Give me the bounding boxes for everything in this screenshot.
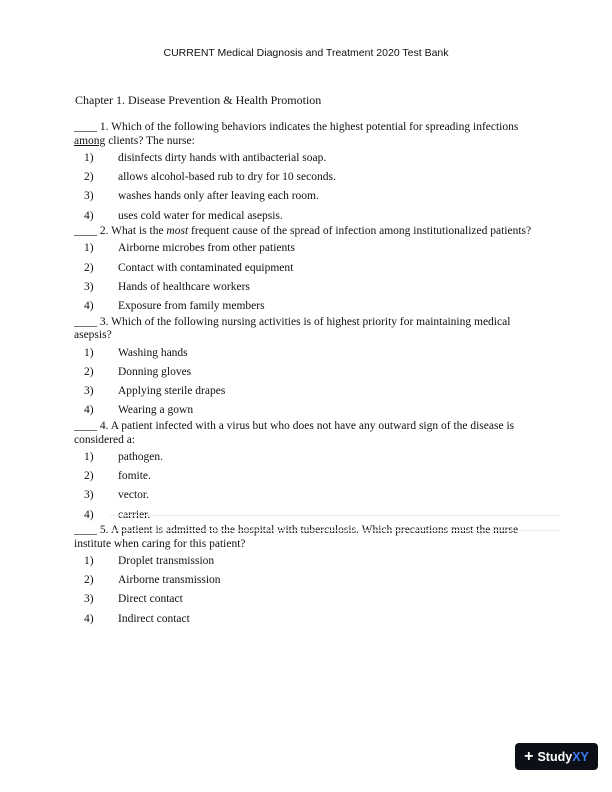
option-text: Airborne transmission <box>118 574 221 587</box>
divider-line <box>110 530 560 531</box>
option-number: 1) <box>84 554 94 567</box>
answer-blank: ____ <box>74 225 97 238</box>
option-text: carrier. <box>118 508 151 521</box>
option-list <box>74 148 544 225</box>
question-1 <box>74 121 544 225</box>
option-number: 3) <box>84 190 94 203</box>
option-number: 3) <box>84 489 94 502</box>
option-number: 2) <box>84 170 94 183</box>
option-list <box>74 551 544 628</box>
plus-icon: + <box>524 747 534 765</box>
option-item <box>74 206 544 225</box>
question-text: frequent cause of the spread of infection among institutionalized patients? <box>191 225 532 238</box>
option-number: 2) <box>84 574 94 587</box>
option-number: 4) <box>84 209 94 222</box>
question-number: 5. <box>99 524 109 537</box>
option-number: 3) <box>84 385 94 398</box>
option-number: 4) <box>84 404 94 417</box>
option-number: 2) <box>84 470 94 482</box>
option-text: Contact with contaminated equipment <box>118 261 294 274</box>
question-text: A patient infected with a virus but who does not have any outward sign of the disease is considered a: <box>74 420 515 446</box>
option-item <box>74 447 544 466</box>
logo-text: Study <box>537 749 573 764</box>
question-1-text <box>74 121 544 148</box>
option-item <box>74 486 544 505</box>
question-text: Which of the following nursing activities is of highest priority for maintaining medical asepsis? <box>74 315 511 342</box>
option-item <box>74 571 544 590</box>
option-list <box>74 447 544 524</box>
divider-line <box>110 515 560 516</box>
option-item <box>74 148 544 167</box>
option-text: Airborne microbes from other patients <box>118 242 295 255</box>
option-item <box>74 590 544 609</box>
option-item <box>74 381 544 400</box>
option-list <box>74 239 544 316</box>
option-item <box>74 167 544 186</box>
page-header: CURRENT Medical Diagnosis and Treatment 2020 Test Bank <box>163 47 449 59</box>
option-item <box>74 297 544 316</box>
question-4 <box>74 420 544 524</box>
option-number: 1) <box>84 242 94 255</box>
question-number: 3. <box>99 315 109 328</box>
answer-blank: ____ <box>74 121 97 133</box>
option-text: Applying sterile drapes <box>118 385 226 398</box>
question-5 <box>74 524 544 628</box>
option-list <box>74 343 544 420</box>
option-text: vector. <box>118 489 149 502</box>
option-text: Donning gloves <box>118 365 192 378</box>
option-text: Droplet transmission <box>118 554 215 567</box>
question-5-text <box>74 524 544 551</box>
option-number: 4) <box>84 612 94 625</box>
option-text: fomite. <box>118 470 151 482</box>
emphasized-word: most <box>166 225 189 238</box>
option-item <box>74 277 544 296</box>
option-text: Exposure from family members <box>118 300 265 313</box>
question-text: What is the <box>111 225 164 238</box>
answer-blank: ____ <box>74 420 97 433</box>
question-text: A patient is admitted to the hospital with tuberculosis. Which precautions must the nurse institute when caring for this patient? <box>74 524 519 550</box>
option-number: 1) <box>84 346 94 359</box>
option-item <box>74 551 544 570</box>
option-text: Hands of healthcare workers <box>118 280 250 293</box>
question-2 <box>74 225 544 316</box>
option-number: 2) <box>84 365 94 378</box>
option-item <box>74 362 544 381</box>
question-text: clients? The nurse: <box>108 134 195 147</box>
option-text: Direct contact <box>118 593 183 606</box>
option-number: 1) <box>84 151 94 164</box>
option-item <box>74 609 544 628</box>
option-number: 4) <box>84 508 94 521</box>
option-text: washes hands only after leaving each room. <box>118 190 319 203</box>
question-3 <box>74 316 544 420</box>
option-item <box>74 401 544 420</box>
answer-blank: ____ <box>74 315 97 328</box>
option-item <box>74 187 544 206</box>
logo-text-accent: XY <box>572 749 589 764</box>
option-number: 3) <box>84 280 94 293</box>
option-item <box>74 258 544 277</box>
question-number: 1. <box>99 121 109 133</box>
option-item <box>74 343 544 362</box>
option-text: uses cold water for medical asepsis. <box>118 209 283 222</box>
question-text: Which of the following behaviors indicates the highest potential for spreading infections <box>111 121 519 133</box>
question-number: 2. <box>99 225 109 238</box>
chapter-title: Chapter 1. Disease Prevention & Health Promotion <box>75 93 322 107</box>
option-text: pathogen. <box>118 450 164 463</box>
question-number: 4. <box>99 420 109 433</box>
question-3-text <box>74 316 544 343</box>
option-number: 3) <box>84 593 94 606</box>
answer-blank: ____ <box>74 524 97 537</box>
studyxy-logo[interactable] <box>515 743 598 770</box>
option-text: allows alcohol-based rub to dry for 10 seconds. <box>118 170 336 183</box>
option-item <box>74 466 544 485</box>
option-number: 2) <box>84 261 94 274</box>
option-text: Wearing a gown <box>118 404 194 417</box>
underlined-word: among <box>74 134 106 147</box>
option-text: Indirect contact <box>118 612 190 625</box>
question-list <box>74 121 544 628</box>
option-number: 4) <box>84 300 94 313</box>
question-2-text <box>74 225 544 239</box>
option-text: disinfects dirty hands with antibacterial soap. <box>118 151 327 164</box>
option-text: Washing hands <box>118 346 188 359</box>
option-item <box>74 239 544 258</box>
question-4-text <box>74 420 544 447</box>
option-number: 1) <box>84 450 94 463</box>
